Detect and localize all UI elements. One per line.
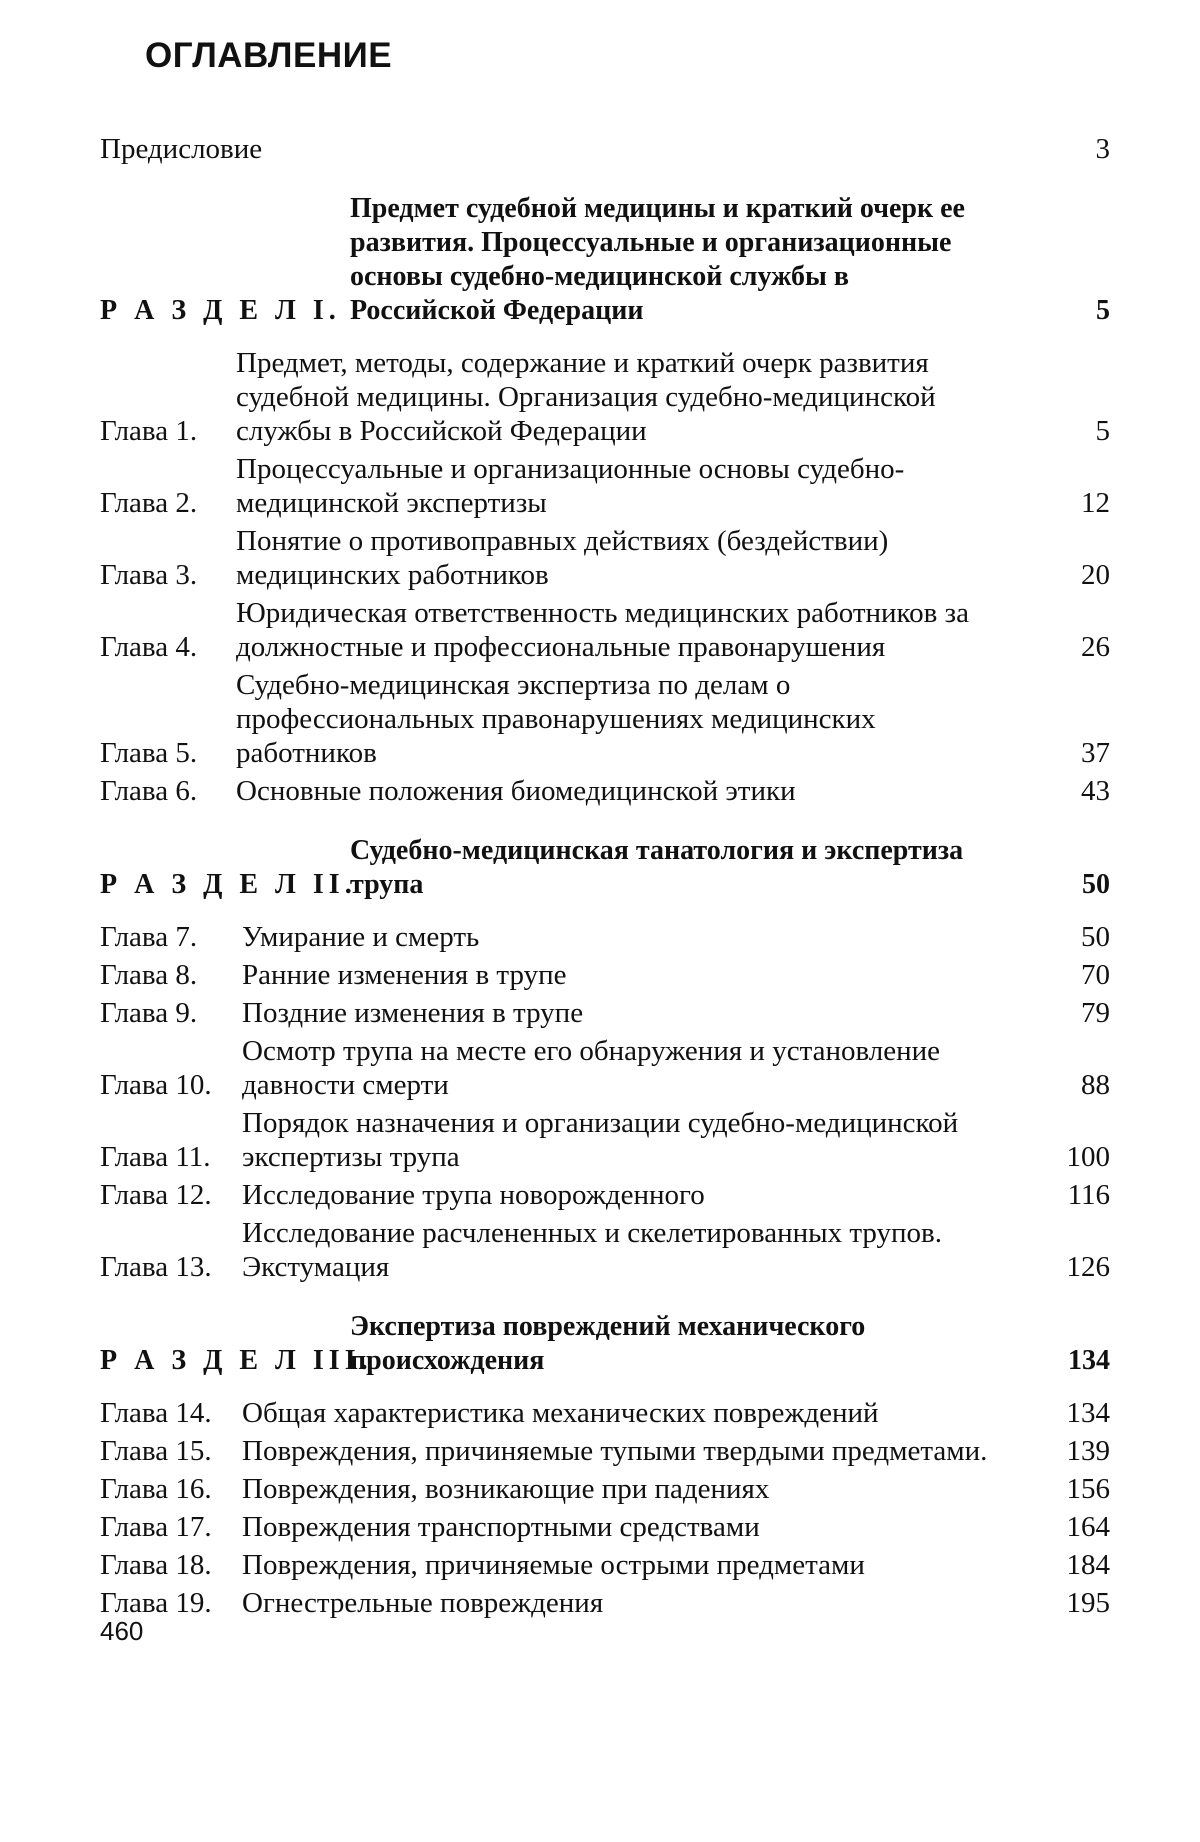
entry-page: 139 [1066,1435,1110,1467]
toc-entry-chapter [100,1434,1110,1468]
entry-page: 88 [1081,1069,1110,1101]
toc-entry-chapter [100,1034,1110,1102]
chapter-label: Глава 3. [100,559,198,591]
entry-page: 126 [1066,1251,1110,1283]
toc-entry-chapter [100,524,1110,592]
page-number: 460 [100,1616,144,1646]
entry-page: 116 [1067,1179,1110,1211]
chapter-title: Осмотр трупа на месте его обнаружения и установление давности смерти [242,1035,941,1101]
chapter-label: Глава 10. [100,1069,212,1101]
section-label: Р А З Д Е Л III. [100,1345,373,1376]
entry-page: 26 [1081,631,1110,663]
chapter-label: Глава 15. [100,1435,212,1467]
entry-page: 79 [1081,997,1110,1029]
toc-entry-chapter [100,1510,1110,1544]
entry-page: 3 [1095,133,1110,165]
toc-entry-chapter [100,1106,1110,1174]
entry-page: 43 [1081,775,1110,807]
chapter-title: Повреждения, возникающие при падениях [242,1473,770,1505]
toc-entry-chapter [100,1586,1110,1620]
entry-page: 50 [1082,869,1110,900]
chapter-title: Общая характеристика механических повреждений [242,1397,879,1429]
chapter-title: Понятие о противоправных действиях (бездействии) медицинских работников [236,525,889,591]
toc-list [100,132,1110,1620]
section-heading-3 [100,1310,1110,1378]
entry-page: 184 [1066,1549,1110,1581]
chapter-label: Глава 2. [100,487,198,519]
chapter-title: Огнестрельные повреждения [242,1587,604,1619]
section-label: Р А З Д Е Л II. [100,869,357,900]
entry-page: 100 [1066,1141,1110,1173]
chapter-title: Предмет, методы, содержание и краткий очерк развития судебной медицины. Организация судебно-медицинской службы в Российской Федерации [236,347,936,447]
chapter-label: Глава 16. [100,1473,212,1505]
chapter-label: Глава 9. [100,997,198,1029]
entry-page: 50 [1081,921,1110,953]
chapter-title: Поздние изменения в трупе [242,997,584,1029]
section-heading-1 [100,192,1110,328]
toc-entry-chapter [100,1216,1110,1284]
toc-entry-chapter [100,1396,1110,1430]
entry-page: 37 [1081,737,1110,769]
chapter-title: Основные положения биомедицинской этики [236,775,796,807]
chapter-label: Глава 11. [100,1141,211,1173]
chapter-title: Умирание и смерть [242,921,480,953]
chapter-label: Глава 8. [100,959,198,991]
chapter-label: Глава 12. [100,1179,212,1211]
chapter-title: Повреждения транспортными средствами [242,1511,760,1543]
chapter-label: Глава 17. [100,1511,212,1543]
entry-title: Предисловие [100,133,263,165]
toc-entry-chapter [100,668,1110,770]
toc-entry-chapter [100,452,1110,520]
chapter-label: Глава 4. [100,631,198,663]
chapter-label: Глава 14. [100,1397,212,1429]
chapter-title: Процессуальные и организационные основы судебно-медицинской экспертизы [236,453,905,519]
chapter-label: Глава 19. [100,1587,212,1619]
section-title: Экспертиза повреждений механического происхождения [350,1311,866,1376]
chapter-label: Глава 1. [100,415,198,447]
entry-page: 195 [1066,1587,1110,1619]
toc-entry-chapter [100,996,1110,1030]
entry-page: 12 [1081,487,1110,519]
chapter-label: Глава 5. [100,737,198,769]
toc-entry-chapter [100,1178,1110,1212]
toc-entry-chapter [100,1472,1110,1506]
entry-page: 134 [1068,1345,1110,1376]
chapter-title: Порядок назначения и организации судебно-медицинской экспертизы трупа [242,1107,959,1173]
chapter-title: Повреждения, причиняемые тупыми твердыми предметами. [242,1435,988,1467]
entry-page: 5 [1095,415,1110,447]
toc-entry-preface [100,132,1110,166]
toc-entry-chapter [100,1548,1110,1582]
toc-entry-chapter [100,920,1110,954]
chapter-label: Глава 7. [100,921,198,953]
chapter-label: Глава 18. [100,1549,212,1581]
section-title: Предмет судебной медицины и краткий очерк ее развития. Процессуальные и организационные основы судебно-медицинской службы в Российской Федерации [350,193,965,326]
entry-page: 156 [1066,1473,1110,1505]
entry-page: 20 [1081,559,1110,591]
chapter-title: Исследование расчлененных и скелетированных трупов. Экстумация [242,1217,942,1283]
toc-entry-chapter [100,774,1110,808]
chapter-label: Глава 13. [100,1251,212,1283]
toc-entry-chapter [100,596,1110,664]
toc-entry-chapter [100,958,1110,992]
chapter-title: Ранние изменения в трупе [242,959,567,991]
entry-page: 164 [1066,1511,1110,1543]
entry-page: 134 [1066,1397,1110,1429]
chapter-label: Глава 6. [100,775,198,807]
chapter-title: Повреждения, причиняемые острыми предметами [242,1549,865,1581]
toc-heading: ОГЛАВЛЕНИЕ [145,36,393,75]
entry-page: 5 [1096,295,1110,326]
chapter-title: Юридическая ответственность медицинских работников за должностные и профессиональные правонарушения [236,597,969,663]
entry-page: 70 [1081,959,1110,991]
chapter-title: Судебно-медицинская экспертиза по делам о профессиональных правонарушениях медицинских работников [236,669,876,769]
toc-entry-chapter [100,346,1110,448]
chapter-title: Исследование трупа новорожденного [242,1179,705,1211]
section-title: Судебно-медицинская танатология и экспертиза трупа [350,835,964,900]
section-heading-2 [100,834,1110,902]
section-label: Р А З Д Е Л I. [100,295,341,326]
